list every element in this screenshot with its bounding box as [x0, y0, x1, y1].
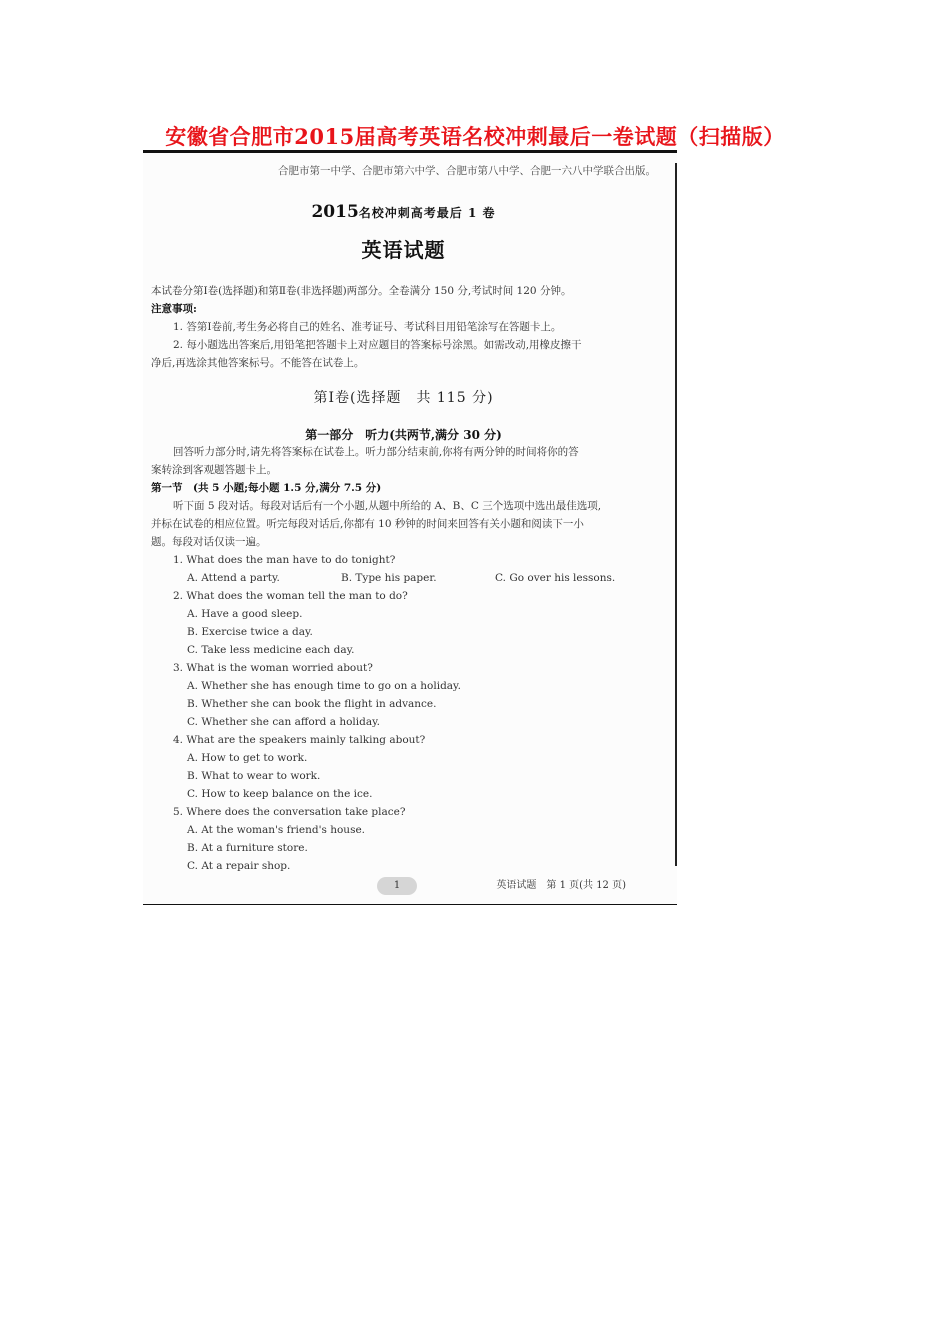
document-title: 安徽省合肥市2015届高考英语名校冲刺最后一卷试题（扫描版）: [165, 124, 785, 149]
question-option: B. What to wear to work.: [187, 770, 321, 782]
question-option: C. Go over his lessons.: [495, 572, 616, 584]
question-option: A. Have a good sleep.: [187, 608, 303, 620]
part-desc-a: 回答听力部分时,请先将答案标在试卷上。听力部分结束前,你将有两分钟的时间将你的答: [173, 446, 579, 458]
publisher-line: 合肥市第一中学、合肥市第六中学、合肥市第八中学、合肥一六八中学联合出版。: [278, 165, 656, 177]
question-option: B. Whether she can book the flight in advance.: [187, 698, 437, 710]
scan-right-border: [675, 163, 677, 866]
sub-desc-c: 题。每段对话仅读一遍。: [151, 536, 267, 548]
listening-instructions: [151, 443, 656, 551]
exam-year: 2015: [311, 202, 359, 222]
sub-desc-b: 并标在试卷的相应位置。听完每段对话后,你都有 10 秒钟的时间来回答有关小题和阅读下一小: [151, 518, 584, 530]
intro-line: 本试卷分第Ⅰ卷(选择题)和第Ⅱ卷(非选择题)两部分。全卷满分 150 分,考试时间 120 分钟。: [151, 285, 572, 297]
question-option: A. At the woman's friend's house.: [187, 824, 366, 836]
instructions: [151, 282, 656, 372]
question-stem: 4. What are the speakers mainly talking about?: [173, 734, 426, 746]
sub-section-title: 第一节 (共 5 小题;每小题 1.5 分,满分 7.5 分): [151, 482, 382, 494]
question-option: A. How to get to work.: [187, 752, 308, 764]
page-caption: 英语试题 第 1 页(共 12 页): [496, 880, 626, 891]
question-option: B. Type his paper.: [341, 572, 437, 584]
question-stem: 1. What does the man have to do tonight?: [173, 554, 396, 566]
scanned-exam-page: [143, 150, 677, 905]
question-option: C. Take less medicine each day.: [187, 644, 355, 656]
sub-desc-a: 听下面 5 段对话。每段对话后有一个小题,从题中所给的 A、B、C 三个选项中选出最佳选项,: [173, 500, 602, 512]
note-2a: 2. 每小题选出答案后,用铅笔把答题卡上对应题目的答案标号涂黑。如需改动,用橡皮擦干: [173, 339, 582, 351]
part-desc-b: 案转涂到客观题答题卡上。: [151, 464, 277, 476]
question-stem: 2. What does the woman tell the man to do?: [173, 590, 408, 602]
question-option: C. At a repair shop.: [187, 860, 291, 872]
subject-title: 英语试题: [361, 238, 446, 262]
question-stem: 5. Where does the conversation take place?: [173, 806, 406, 818]
question-option: B. At a furniture store.: [187, 842, 308, 854]
note-1: 1. 答第Ⅰ卷前,考生务必将自己的姓名、准考证号、考试科目用铅笔涂写在答题卡上。: [173, 321, 562, 333]
question-options-row: [151, 569, 656, 587]
note-2b: 净后,再选涂其他答案标号。不能答在试卷上。: [151, 357, 365, 369]
exam-name-text: 名校冲刺高考最后 1 卷: [358, 206, 496, 220]
page-footer: [151, 875, 656, 899]
part-title: 第一部分 听力(共两节,满分 30 分): [305, 428, 502, 442]
question-option: A. Whether she has enough time to go on a holiday.: [187, 680, 461, 692]
question-list: [151, 551, 656, 875]
question-option: B. Exercise twice a day.: [187, 626, 313, 638]
question-stem: 3. What is the woman worried about?: [173, 662, 373, 674]
page-number-badge: 1: [377, 877, 417, 895]
notes-heading: 注意事项:: [151, 303, 197, 315]
question-option: A. Attend a party.: [187, 572, 280, 584]
question-option: C. Whether she can afford a holiday.: [187, 716, 380, 728]
question-option: C. How to keep balance on the ice.: [187, 788, 373, 800]
exam-name: [151, 203, 656, 223]
section-title: 第Ⅰ卷(选择题 共 115 分): [313, 390, 494, 406]
